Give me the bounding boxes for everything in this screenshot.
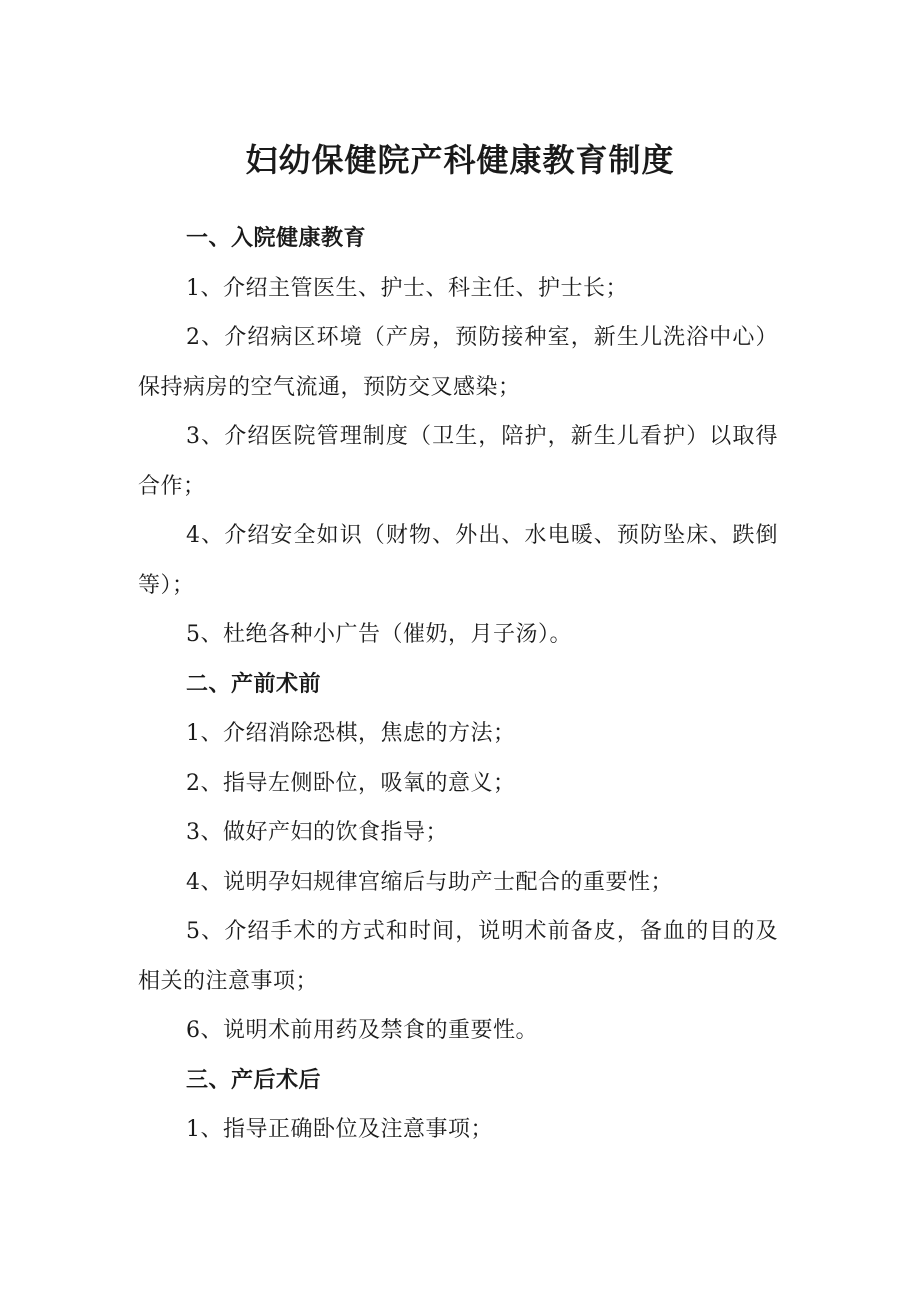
- section-heading-prenatal: 二、产前术前: [186, 671, 322, 697]
- list-item: 5、杜绝各种小广告（催奶，月子汤）。: [186, 622, 572, 647]
- list-item: 4、介绍安全如识（财物、外出、水电暖、预防坠床、跌倒等）；: [138, 523, 778, 598]
- list-item: 1、介绍消除恐棋，焦虑的方法；: [186, 721, 516, 746]
- document-body: [138, 214, 778, 1155]
- list-item: 5、介绍手术的方式和时间，说明术前备皮，备血的目的及相关的注意事项；: [138, 919, 778, 994]
- document-title: 妇幼保健院产科健康教育制度: [245, 141, 675, 179]
- list-item: 1、指导正确卧位及注意事项；: [186, 1117, 493, 1142]
- list-item: 4、说明孕妇规律宫缩后与助产士配合的重要性；: [186, 869, 673, 895]
- list-item: 3、介绍医院管理制度（卫生，陪护，新生儿看护）以取得合作；: [138, 424, 778, 499]
- list-item: 6、说明术前用药及禁食的重要性。: [186, 1018, 538, 1043]
- list-item: 2、介绍病区环境（产房，预防接种室，新生儿洗浴中心）保持病房的空气流通，预防交叉感染；: [138, 325, 778, 400]
- list-item: 1、介绍主管医生、护士、科主任、护士长；: [186, 275, 628, 301]
- section-heading-postnatal: 三、产后术后: [186, 1067, 322, 1093]
- list-item: 2、指导左侧卧位，吸氧的意义；: [186, 770, 516, 796]
- section-heading-admission: 一、入院健康教育: [186, 226, 367, 251]
- list-item: 3、做好产妇的饮食指导；: [186, 820, 448, 845]
